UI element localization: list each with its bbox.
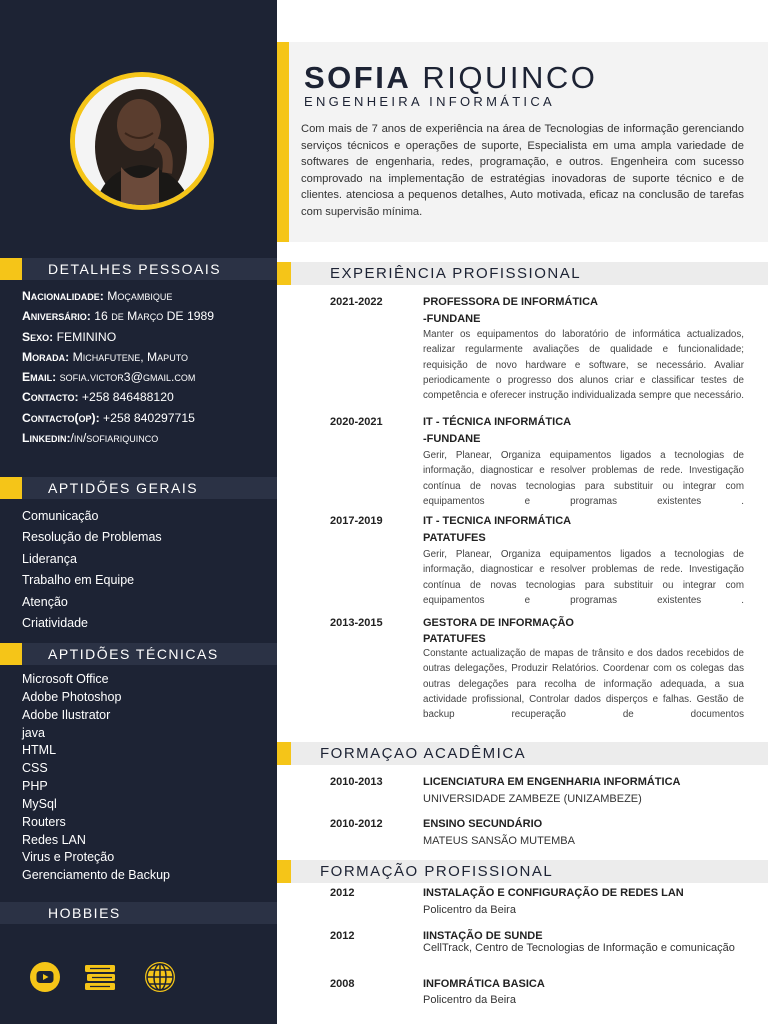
entry-description: Constante actualização de mapas de trânsito e dos dados recebidos de outras delegações, Produzir Relatórios. Coordenar com os colegas das outras delegações para recolha de informação adequada, a sua actividade profissional, Controlar dados disperços e falhas. Gestão de backup recuperação de documentos — [423, 648, 744, 721]
personal-details-header — [0, 258, 277, 280]
detail-phone-alt: Contacto(op): +258 840297715 — [22, 410, 195, 425]
entry-institution: MATEUS SANSÃO MUTEMBA — [423, 835, 575, 847]
entry-date: 2010-2012 — [330, 818, 383, 830]
list-item: HTML — [22, 743, 57, 758]
list-item: Comunicação — [22, 509, 99, 523]
list-item: Trabalho em Equipe — [22, 573, 135, 588]
entry-institution: Policentro da Beira — [423, 904, 516, 916]
entry-description: Gerir, Planear, Organiza equipamentos ligados a tecnologias de informação, diagnosticar e resolver problemas de rede. Investigação contínua de novas tecnologias para substituir ou integrar com equipamentos e programas existentes . — [423, 450, 744, 507]
education-title: FORMAÇAO ACADÊMICA — [320, 745, 527, 762]
job-title: ENGENHEIRA INFORMÁTICA — [304, 94, 556, 109]
detail-sex: Sexo: FEMININO — [22, 329, 117, 344]
last-name: RIQUINCO — [422, 60, 598, 95]
entry-title: IT - TÉCNICA INFORMÁTICA — [423, 416, 572, 428]
detail-email[interactable]: Email: sofia.victor3@gmail.com — [22, 370, 196, 385]
experience-entry — [330, 617, 744, 739]
entry-organization: -FUNDANE — [423, 313, 481, 325]
detail-nationality: Nacionalidade: Moçambique — [22, 289, 173, 303]
entry-date: 2012 — [330, 930, 355, 942]
entry-organization: PATATUFES — [423, 532, 486, 544]
technical-skills-title: APTIDÕES TÉCNICAS — [48, 646, 219, 662]
detail-linkedin[interactable]: Linkedin:/in/sofiariquinco — [22, 431, 159, 446]
list-item: Criatividade — [22, 615, 89, 630]
entry-organization: -FUNDANE — [423, 433, 481, 445]
training-entry — [330, 930, 744, 970]
education-header — [277, 742, 768, 765]
experience-header — [277, 262, 768, 285]
entry-organization: PATATUFES — [423, 633, 486, 645]
experience-entry — [330, 416, 744, 512]
technical-skills-list — [22, 672, 272, 886]
training-entry — [330, 887, 744, 921]
entry-date: 2010-2013 — [330, 776, 383, 788]
profile-summary: Com mais de 7 anos de experiência na área de Tecnologias de informação gerenciando serviços técnicos e operações de suporte, Especialista em uma ampla variedade de softwares de engenharia, redes, programação, e outros. Engenheira com sucesso comprovado na implementação de estratégias inovadoras de suporte técnico e de clientes. atenciosa a pequenos detalhes, Auto motivada, eficaz na conclusão de tarefas com supervisão mínima. — [301, 123, 744, 218]
entry-date: 2013-2015 — [330, 617, 383, 629]
header-accent-bar — [277, 42, 289, 242]
entry-title: IINSTAÇÃO DE SUNDE — [423, 930, 543, 942]
general-skills-title: APTIDÕES GERAIS — [48, 480, 199, 496]
personal-details-title: DETALHES PESSOAIS — [48, 261, 222, 277]
youtube-icon — [28, 960, 62, 994]
entry-title: INFOMRÁTICA BASICA — [423, 978, 545, 990]
hobbies-header — [0, 902, 277, 924]
list-item: Virus e Proteção — [22, 850, 115, 865]
entry-date: 2012 — [330, 887, 355, 899]
list-item: Adobe Ilustrator — [22, 707, 111, 722]
detail-birthday: Aniversário: 16 de Março DE 1989 — [22, 309, 215, 324]
list-item: Microsoft Office — [22, 672, 109, 686]
list-item: Redes LAN — [22, 832, 86, 847]
entry-institution: CellTrack, Centro de Tecnologias de Informação e comunicação — [423, 942, 735, 954]
list-item: CSS — [22, 761, 48, 776]
list-item: Resolução de Problemas — [22, 530, 162, 545]
entry-title: INSTALAÇÃO E CONFIGURAÇÃO DE REDES LAN — [423, 887, 684, 899]
full-name — [304, 60, 597, 96]
education-entry — [330, 818, 744, 852]
entry-title: IT - TECNICA INFORMÁTICA — [423, 515, 572, 527]
entry-description: Manter os equipamentos do laboratório de informática actualizados, realizar regularmente avaliações de qualidade e funcionalidade; requisição de novo hardware e software, se necessário. Avaliar periodicamente o progresso dos alunos criar e classificar testes de competência e oferecer instrução individualizada sempre que necessário. — [423, 329, 744, 402]
experience-entry — [330, 296, 744, 408]
globe-icon — [143, 960, 177, 994]
entry-date: 2017-2019 — [330, 515, 383, 527]
entry-date: 2008 — [330, 978, 355, 990]
list-item: Liderança — [22, 551, 77, 566]
first-name: SOFIA — [304, 60, 412, 95]
sidebar — [0, 0, 277, 1024]
entry-title: GESTORA DE INFORMAÇÃO — [423, 617, 574, 629]
personal-details-list — [22, 289, 272, 451]
training-title: FORMAÇÃO PROFISSIONAL — [320, 863, 554, 880]
entry-institution: Policentro da Beira — [423, 994, 516, 1006]
detail-phone: Contacto: +258 846488120 — [22, 390, 174, 405]
list-item: Adobe Photoshop — [22, 689, 122, 704]
technical-skills-header — [0, 643, 277, 665]
entry-title: ENSINO SECUNDÁRIO — [423, 818, 543, 830]
entry-description: Gerir, Planear, Organiza equipamentos ligados a tecnologias de informação, diagnosticar e resolver problemas de rede. Investigação contínua de novas tecnologias para substituir ou integrar com equipamentos e programas existentes . — [423, 549, 744, 606]
entry-date: 2020-2021 — [330, 416, 383, 428]
list-item: Routers — [22, 814, 66, 829]
experience-entry — [330, 515, 744, 611]
detail-address: Morada: Michafutene, Maputo — [22, 349, 189, 364]
entry-institution: UNIVERSIDADE ZAMBEZE (UNIZAMBEZE) — [423, 793, 642, 805]
list-item: Atenção — [22, 594, 68, 609]
entry-date: 2021-2022 — [330, 296, 383, 308]
profile-photo — [75, 77, 209, 205]
entry-title: LICENCIATURA EM ENGENHARIA INFORMÁTICA — [423, 776, 681, 788]
list-item: Gerenciamento de Backup — [22, 868, 171, 883]
hobbies-title: HOBBIES — [48, 905, 121, 921]
list-item: java — [22, 725, 45, 740]
entry-title: PROFESSORA DE INFORMÁTICA — [423, 296, 598, 308]
general-skills-header — [0, 477, 277, 499]
experience-title: EXPERIÊNCIA PROFISSIONAL — [330, 265, 582, 282]
training-header — [277, 860, 768, 883]
education-entry — [330, 776, 744, 810]
list-item: PHP — [22, 779, 48, 794]
general-skills-list — [22, 509, 272, 637]
books-icon — [83, 960, 117, 994]
list-item: MySql — [22, 796, 57, 811]
training-entry — [330, 978, 744, 1012]
